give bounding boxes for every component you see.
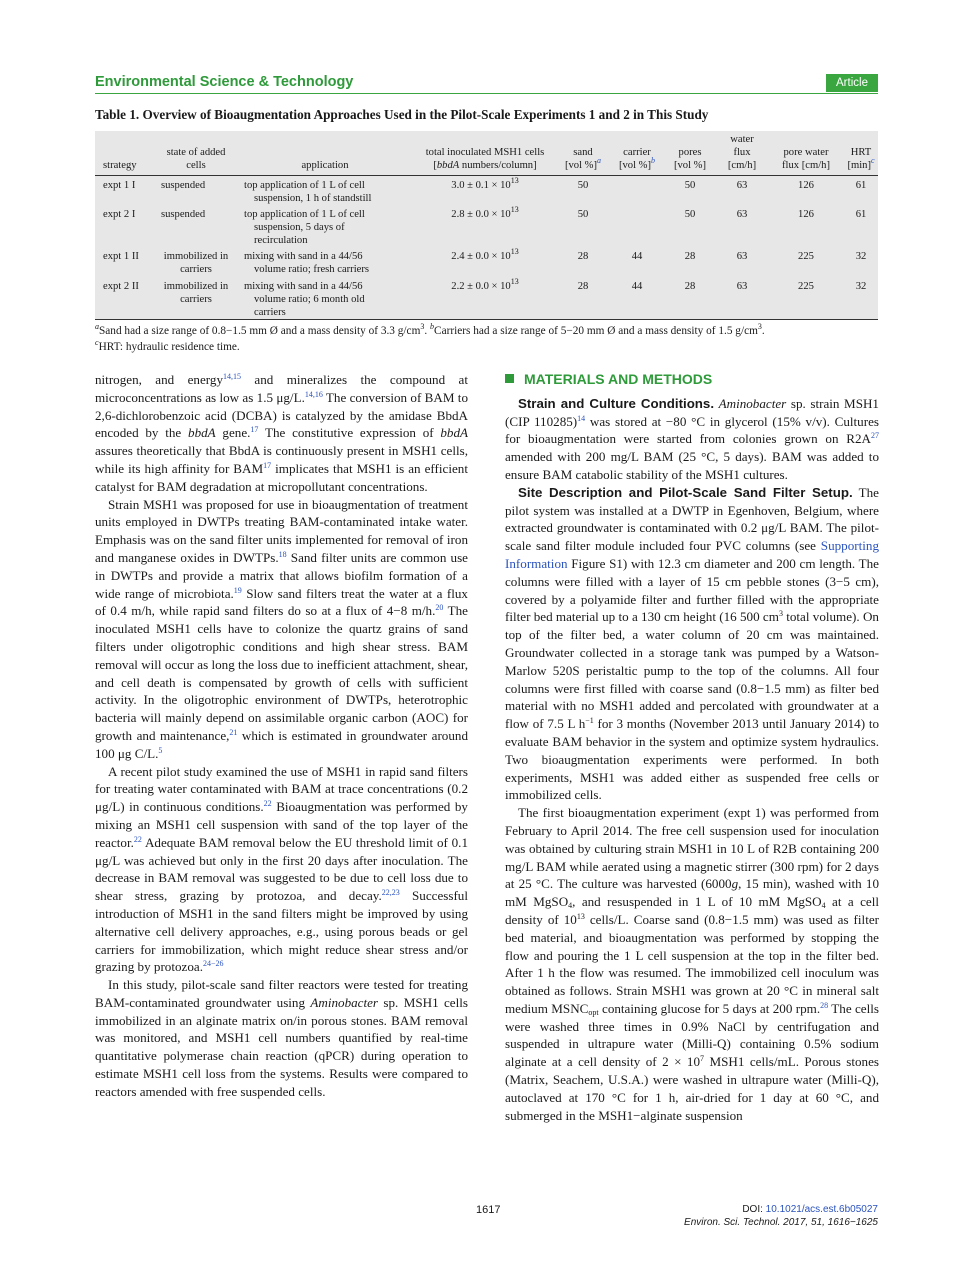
right-column [505,371,879,1124]
left-column [95,371,468,1101]
section-heading: MATERIALS AND METHODS [505,371,879,389]
supporting-information-link[interactable]: Supporting Information [505,538,879,571]
table-bottom-rule [95,319,878,320]
header-rule [95,93,878,94]
paragraph: nitrogen, and energy$^{14,15}$ and mineralizes the compound at microconcentrations as low as 1.5 μg/L.$^{14,16}$ The conversion of BAM to 2,6-dichlorobenzoic acid (DCBA) is catalyzed by the amidase BbdA encoded by the bbdA gene.$^{17}$ The constitutive expression of bbdA assures theoretically that BbdA is continuously present in MSH1 cells, while its high affinity for BAM$^{17}$ implicates that MSH1 is an efficient catalyst for BAM degradation at micropollutant concentrations. [95,372,469,494]
data-table: strategy state of added cells application total inoculated MSH1 cells [bbdA numbers/column] sand [vol %]$^a$ carrier [vol %]$^b$ pores [vol %] water flux [cm/h] pore water flux [cm/h] HRT $[\min]^c$ expt 1 I suspended top application of 1 L of cell suspension, 1 h of standstill $3.0 \pm 0.1 \times 10^{13}$ 50 50 63 126 61 expt 2 I suspended top application of 1 L of cell suspension, 5 days of recirculation $2.8 \pm 0.0 \times 10^{13}$ 50 50 63 126 61 expt 1 II immobilized in carriers mixing with sand in a 44/56 volume ratio; fresh carriers $2.4 \pm 0.0 \times 10^{13}$ 28 44 28 63 225 32 expt 2 II immobilized in carriers mixing with sand in a 44/56 volume ratio; 6 month old carriers $2.2 \pm 0.0 \times 10^{13}$ 28 44 28 63 225 32 [95,131,878,319]
header-strategy: strategy [103,160,137,171]
header-water-flux: water flux [cm/h] [727,134,757,171]
header-hrt: HRT $[\min]^c$ [847,147,875,171]
section-bullet-icon [505,374,514,383]
header-sand: sand [vol %]$^a$ [564,147,602,171]
header-pore-water-flux: pore water flux [cm/h] [782,147,830,171]
header-total-cells: total inoculated MSH1 cells [bbdA numbers/column] [425,147,545,171]
header-state: state of added cells [166,147,226,171]
paragraph: Site Description and Pilot-Scale Sand Filter Setup. The pilot system was installed at a DWTP in Egenhoven, Belgium, where extracted groundwater is contaminated with 0.2 μg/L BAM. The pilot-scale sand filter module included four PVC columns (see Supporting Information Figure S1) with 12.3 cm diameter and 200 cm length. The columns were filled with a layer of 15 cm pebble stones (3−5 cm), covered by a polyamide filter and further filled with the appropriate filter bed material up to a 130 cm height (16 500 $cm^3$ total volume). On top of the filter bed, a water column of 20 cm was maintained. Groundwater collected in a storage tank was pumped by a Watson-Marlow 520S peristaltic pump to the top of the columns. All four columns were first filled with coarse sand (0.8−1.5 mm) as filter bed material with no MSH1 added and percolated with groundwater at a flow of 7.5 L $h^{-1}$ for 3 months (November 2013 until January 2014) to evaluate BAM behavior in the system and optimize system hydraulics. Two bioaugmentation experiments were performed. In both experiments, MSH1 was added either as suspended free cells or immobilized cells. [505,484,879,803]
paragraph: A recent pilot study examined the use of MSH1 in rapid sand filters for treating water contaminated with BAM at trace concentrations (0.2 μg/L) in continuous conditions.$^{22}$ Bioaugmentation was performed by mixing an MSH1 cell suspension with sand of the top layer of the reactor.$^{22}$ Adequate BAM removal below the EU threshold limit of 0.1 μg/L was achieved but only in the first 20 days after inoculation. The decrease in BAM removal was suggested to be due to cell loss due to shear stress, grazing by protozoa, and decay.$^{22,23}$ Successful introduction of MSH1 in the sand filters might be improved by using alternative cell delivery approaches, e.g., using porous beads or gel carriers for immobilization, which might reduce shear stress and/or grazing by protozoa.$^{24-26}$ [95,763,468,975]
paragraph: Strain MSH1 was proposed for use in bioaugmentation of treatment units employed in DWTPs treating BAM-contaminated intake water. Emphasis was on the sand filter units implemented for removal of iron and manganese oxides in DWTPs.$^{18}$ Sand filter units are common use in DWTPs and provide a matrix that allows biofilm formation of a wide range of microbiota.$^{19}$ Slow sand filters treat the water at a flux of 0.4 m/h, while rapid sand filters do so at a flux of 4−8 m/h.$^{20}$ The inoculated MSH1 cells have to colonize the quartz grains of sand filters under oligotrophic conditions and high shear stress. BAM removal will occur as long the loss due to inefficient attachment, shear, and cell death is compensated by growth of cells with sufficient activity. In the oligotrophic environment of DWTPs, heterotrophic bacteria will mainly depend on assimilable organic carbon (AOC) for growth and maintenance,$^{21}$ which is estimated in groundwater around 100 μg C/L.$^5$ [95,496,468,761]
doi-citation: DOI: 10.1021/acs.est.6b05027 Environ. Sci. Technol. 2017, 51, 1616−1625 [684,1204,878,1228]
journal-title: Environmental Science & Technology [95,74,354,90]
article-type-badge: Article [826,74,878,92]
paragraph: In this study, pilot-scale sand filter reactors were tested for treating BAM-contaminated groundwater using Aminobacter sp. MSH1 cells immobilized in an alginate matrix on/in porous stones. BAM removal was monitored, and MSH1 cell numbers quantified by real-time quantitative polymerase chain reaction (qPCR) during operation to estimate MSH1 cell loss from the systems. Results were compared to reactors amended with free suspended cells. [95,977,468,1099]
table-header-rule [95,175,878,176]
header-application: application [301,160,349,171]
header-carrier: carrier [vol %]$^b$ [618,147,656,171]
paragraph: Strain and Culture Conditions. Aminobacter sp. strain MSH1 (CIP 110285)$^{14}$ was stored at −80 °C in glycerol (15% v/v). Cultures for bioaugmentation were started from colonies grown on $R2A^{27}$ amended with 200 mg/L BAM (25 °C, 5 days). BAM was added to ensure BAM catabolic stability of the MSH1 cultures. [505,395,879,482]
page-number: 1617 [476,1204,501,1216]
table-footnotes: $^a$Sand had a size range of 0.8−1.5 mm Ø and a mass density of 3.3 $g/cm^3$. $^b$Carriers had a size range of 5−20 mm Ø and a mass density of 1.5 $g/cm^3$. $^c$HRT: hydraulic residence time. [95,322,765,353]
paragraph: The first bioaugmentation experiment (expt 1) was performed from February to April 2014. The free cell suspension used for inoculation was obtained by culturing strain MSH1 in 10 L of R2B containing 200 mg/L BAM while aerated using a magnetic stirrer (300 rpm) for 2 days at 25 °C. The culture was harvested (6000g, 15 min), washed with 10 mM MgSO$_4$, and resuspended in 1 L of 10 mM MgSO$_4$ at a cell density of $10^{13}$ cells/L. Coarse sand (0.8−1.5 mm) was used as filter bed material, and bioaugmentation was performed by stopping the flow and pouring the 1 L cell suspension at the top in the filter bed. After 1 h the flow was resumed. The immobilized cell inoculum was obtained as follows. Strain MSH1 was grown at 20 °C in mineral salt medium $MSNC_{opt}$ containing glucose for 5 days at 200 rpm.$^{28}$ The cells were washed three times in 0.9% NaCl by centrifugation and suspended in ultrapure water (Milli-Q) containing 0.5% sodium alginate at a cell density of $2 \times 10^7$ MSH1 cells/mL. Porous stones (Matrix, Seachem, U.S.A.) were washed in ultrapure water (Milli-Q), autoclaved at 170 °C for 1 h, air-dried for 1 day at 60 °C, and submerged in the MSH1−alginate suspension [505,805,879,1123]
doi-link[interactable]: 10.1021/acs.est.6b05027 [765,1204,878,1215]
table-caption: Table 1. Overview of Bioaugmentation Approaches Used in the Pilot-Scale Experiments 1 and 2 in This Study [95,107,709,122]
header-pores: pores [vol %] [673,147,707,171]
